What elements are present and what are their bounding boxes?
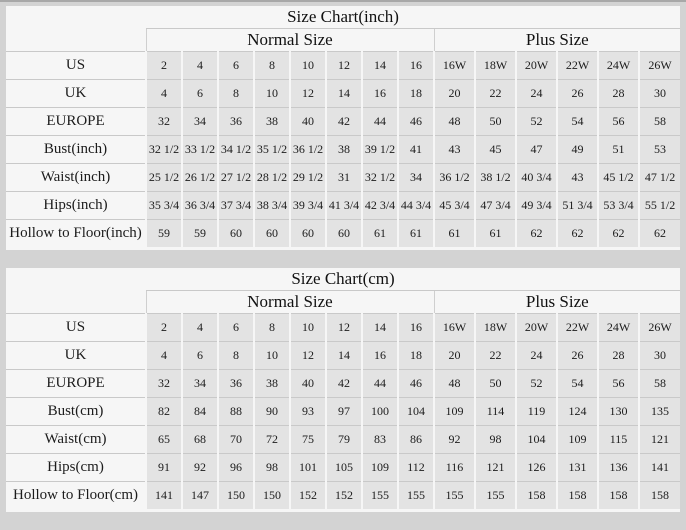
size-cell: 40	[290, 108, 326, 136]
size-cell: 150	[254, 482, 290, 511]
size-cell: 33 1/2	[182, 136, 218, 164]
size-cell: 8	[218, 80, 254, 108]
size-cell: 56	[598, 370, 639, 398]
size-cell: 104	[398, 398, 434, 426]
size-cell: 45	[475, 136, 516, 164]
size-cell: 114	[475, 398, 516, 426]
size-cell: 152	[290, 482, 326, 511]
size-cell: 22W	[557, 52, 598, 80]
size-cell: 59	[182, 220, 218, 249]
table-title: Size Chart(inch)	[287, 7, 399, 26]
size-cell: 40 3/4	[516, 164, 557, 192]
size-cell: 8	[254, 52, 290, 80]
size-cell: 155	[434, 482, 475, 511]
size-cell: 12	[290, 342, 326, 370]
size-cell: 53 3/4	[598, 192, 639, 220]
size-cell: 92	[182, 454, 218, 482]
size-cell: 72	[254, 426, 290, 454]
size-cell: 92	[434, 426, 475, 454]
size-cell: 98	[475, 426, 516, 454]
size-cell: 44	[362, 108, 398, 136]
size-cell: 126	[516, 454, 557, 482]
size-cell: 47 1/2	[639, 164, 680, 192]
size-cell: 18W	[475, 314, 516, 342]
size-cell: 18	[398, 80, 434, 108]
size-cell: 62	[639, 220, 680, 249]
size-cell: 45 1/2	[598, 164, 639, 192]
size-cell: 53	[639, 136, 680, 164]
size-cell: 24W	[598, 52, 639, 80]
size-cell: 14	[326, 80, 362, 108]
group-header-1: Plus Size	[434, 291, 680, 314]
size-cell: 32 1/2	[362, 164, 398, 192]
size-cell: 45 3/4	[434, 192, 475, 220]
size-cell: 32	[146, 370, 182, 398]
size-cell: 10	[290, 52, 326, 80]
size-cell: 29 1/2	[290, 164, 326, 192]
size-cell: 36 1/2	[290, 136, 326, 164]
size-cell: 12	[326, 314, 362, 342]
size-cell: 4	[182, 314, 218, 342]
size-cell: 30	[639, 342, 680, 370]
size-cell: 38	[254, 108, 290, 136]
size-cell: 46	[398, 108, 434, 136]
row-label: Bust(inch)	[6, 136, 146, 164]
size-cell: 24	[516, 80, 557, 108]
size-cell: 112	[398, 454, 434, 482]
size-cell: 44	[362, 370, 398, 398]
size-cell: 58	[639, 108, 680, 136]
size-cell: 38 1/2	[475, 164, 516, 192]
corner-cell	[6, 291, 146, 314]
size-cell: 37 3/4	[218, 192, 254, 220]
size-cell: 54	[557, 370, 598, 398]
size-cell: 54	[557, 108, 598, 136]
size-cell: 136	[598, 454, 639, 482]
size-cell: 42 3/4	[362, 192, 398, 220]
size-cell: 36	[218, 370, 254, 398]
size-cell: 98	[254, 454, 290, 482]
size-cell: 41 3/4	[326, 192, 362, 220]
size-cell: 48	[434, 370, 475, 398]
size-cell: 26W	[639, 314, 680, 342]
size-cell: 150	[218, 482, 254, 511]
size-cell: 48	[434, 108, 475, 136]
size-cell: 141	[146, 482, 182, 511]
size-cell: 60	[218, 220, 254, 249]
row-label: UK	[6, 80, 146, 108]
row-label: Waist(inch)	[6, 164, 146, 192]
table-row	[6, 342, 680, 370]
size-cell: 4	[182, 52, 218, 80]
size-cell: 47 3/4	[475, 192, 516, 220]
size-cell: 39 3/4	[290, 192, 326, 220]
size-cell: 47	[516, 136, 557, 164]
size-cell: 38 3/4	[254, 192, 290, 220]
size-cell: 158	[516, 482, 557, 511]
table-row	[6, 192, 680, 220]
size-cell: 35 3/4	[146, 192, 182, 220]
size-cell: 46	[398, 370, 434, 398]
size-cell: 8	[218, 342, 254, 370]
size-cell: 60	[254, 220, 290, 249]
size-cell: 16W	[434, 52, 475, 80]
size-cell: 16	[362, 342, 398, 370]
row-label: Hollow to Floor(inch)	[6, 220, 146, 249]
size-cell: 32 1/2	[146, 136, 182, 164]
size-cell: 20W	[516, 314, 557, 342]
corner-cell	[6, 29, 146, 52]
size-cell: 130	[598, 398, 639, 426]
table-row	[6, 136, 680, 164]
size-cell: 32	[146, 108, 182, 136]
size-cell: 124	[557, 398, 598, 426]
table-row	[6, 482, 680, 511]
size-cell: 43	[434, 136, 475, 164]
size-chart-cm-table	[6, 268, 680, 512]
size-cell: 61	[398, 220, 434, 249]
size-cell: 34 1/2	[218, 136, 254, 164]
table-row	[6, 426, 680, 454]
size-cell: 105	[326, 454, 362, 482]
group-header-0: Normal Size	[146, 29, 434, 52]
size-cell: 61	[475, 220, 516, 249]
size-cell: 65	[146, 426, 182, 454]
row-label: Hollow to Floor(cm)	[6, 482, 146, 511]
size-cell: 88	[218, 398, 254, 426]
size-cell: 34	[398, 164, 434, 192]
size-cell: 83	[362, 426, 398, 454]
size-cell: 51 3/4	[557, 192, 598, 220]
table-title: Size Chart(cm)	[291, 269, 395, 288]
size-cell: 8	[254, 314, 290, 342]
size-cell: 6	[182, 342, 218, 370]
size-cell: 131	[557, 454, 598, 482]
size-cell: 38	[254, 370, 290, 398]
size-cell: 55 1/2	[639, 192, 680, 220]
table-row	[6, 52, 680, 80]
size-cell: 26W	[639, 52, 680, 80]
size-cell: 60	[290, 220, 326, 249]
size-cell: 58	[639, 370, 680, 398]
size-cell: 121	[639, 426, 680, 454]
size-cell: 10	[254, 342, 290, 370]
row-label: Hips(inch)	[6, 192, 146, 220]
size-cell: 28 1/2	[254, 164, 290, 192]
size-cell: 24	[516, 342, 557, 370]
size-cell: 2	[146, 314, 182, 342]
size-cell: 34	[182, 370, 218, 398]
size-cell: 6	[218, 52, 254, 80]
size-cell: 93	[290, 398, 326, 426]
size-cell: 20W	[516, 52, 557, 80]
size-cell: 34	[182, 108, 218, 136]
size-cell: 115	[598, 426, 639, 454]
size-cell: 109	[362, 454, 398, 482]
size-cell: 101	[290, 454, 326, 482]
size-cell: 90	[254, 398, 290, 426]
table-row	[6, 454, 680, 482]
group-header-0: Normal Size	[146, 291, 434, 314]
size-cell: 100	[362, 398, 398, 426]
table-separator	[6, 250, 680, 268]
size-cell: 39 1/2	[362, 136, 398, 164]
size-cell: 16	[362, 80, 398, 108]
size-cell: 28	[598, 342, 639, 370]
table-row	[6, 80, 680, 108]
size-cell: 59	[146, 220, 182, 249]
size-cell: 36 3/4	[182, 192, 218, 220]
size-cell: 14	[362, 314, 398, 342]
table-row	[6, 164, 680, 192]
table-row	[6, 398, 680, 426]
size-cell: 70	[218, 426, 254, 454]
size-cell: 26	[557, 342, 598, 370]
size-cell: 158	[598, 482, 639, 511]
row-label: Hips(cm)	[6, 454, 146, 482]
size-chart-inch-table	[6, 6, 680, 250]
row-label: EUROPE	[6, 370, 146, 398]
size-cell: 6	[182, 80, 218, 108]
size-cell: 2	[146, 52, 182, 80]
size-cell: 24W	[598, 314, 639, 342]
size-cell: 36	[218, 108, 254, 136]
size-cell: 44 3/4	[398, 192, 434, 220]
size-cell: 12	[290, 80, 326, 108]
size-cell: 27 1/2	[218, 164, 254, 192]
size-cell: 116	[434, 454, 475, 482]
size-cell: 97	[326, 398, 362, 426]
size-cell: 56	[598, 108, 639, 136]
size-cell: 25 1/2	[146, 164, 182, 192]
size-cell: 31	[326, 164, 362, 192]
size-cell: 20	[434, 80, 475, 108]
size-cell: 4	[146, 80, 182, 108]
size-cell: 109	[557, 426, 598, 454]
size-cell: 50	[475, 108, 516, 136]
size-cell: 135	[639, 398, 680, 426]
size-cell: 121	[475, 454, 516, 482]
row-label: Waist(cm)	[6, 426, 146, 454]
size-cell: 155	[362, 482, 398, 511]
size-cell: 86	[398, 426, 434, 454]
size-cell: 26	[557, 80, 598, 108]
size-cell: 152	[326, 482, 362, 511]
size-cell: 35 1/2	[254, 136, 290, 164]
size-cell: 38	[326, 136, 362, 164]
size-cell: 14	[362, 52, 398, 80]
size-cell: 6	[218, 314, 254, 342]
size-cell: 109	[434, 398, 475, 426]
size-cell: 10	[290, 314, 326, 342]
size-cell: 147	[182, 482, 218, 511]
size-cell: 43	[557, 164, 598, 192]
size-cell: 14	[326, 342, 362, 370]
size-cell: 12	[326, 52, 362, 80]
row-label: US	[6, 314, 146, 342]
size-cell: 42	[326, 370, 362, 398]
size-cell: 141	[639, 454, 680, 482]
size-cell: 158	[639, 482, 680, 511]
size-cell: 91	[146, 454, 182, 482]
size-cell: 36 1/2	[434, 164, 475, 192]
size-cell: 61	[362, 220, 398, 249]
size-cell: 155	[398, 482, 434, 511]
table-row	[6, 314, 680, 342]
size-cell: 68	[182, 426, 218, 454]
size-cell: 20	[434, 342, 475, 370]
size-cell: 50	[475, 370, 516, 398]
size-chart-page	[0, 2, 686, 512]
size-cell: 26 1/2	[182, 164, 218, 192]
group-header-1: Plus Size	[434, 29, 680, 52]
size-cell: 16	[398, 52, 434, 80]
size-cell: 18W	[475, 52, 516, 80]
row-label: EUROPE	[6, 108, 146, 136]
size-cell: 18	[398, 342, 434, 370]
size-cell: 96	[218, 454, 254, 482]
size-cell: 79	[326, 426, 362, 454]
size-cell: 104	[516, 426, 557, 454]
size-cell: 62	[516, 220, 557, 249]
size-cell: 22	[475, 80, 516, 108]
size-cell: 51	[598, 136, 639, 164]
row-label: UK	[6, 342, 146, 370]
size-cell: 42	[326, 108, 362, 136]
table-row	[6, 370, 680, 398]
size-cell: 16	[398, 314, 434, 342]
size-cell: 61	[434, 220, 475, 249]
size-cell: 60	[326, 220, 362, 249]
size-cell: 49 3/4	[516, 192, 557, 220]
size-cell: 30	[639, 80, 680, 108]
size-cell: 119	[516, 398, 557, 426]
size-cell: 40	[290, 370, 326, 398]
size-cell: 75	[290, 426, 326, 454]
size-cell: 84	[182, 398, 218, 426]
size-cell: 52	[516, 370, 557, 398]
row-label: Bust(cm)	[6, 398, 146, 426]
size-cell: 10	[254, 80, 290, 108]
size-cell: 158	[557, 482, 598, 511]
table-row	[6, 220, 680, 249]
row-label: US	[6, 52, 146, 80]
size-cell: 28	[598, 80, 639, 108]
size-cell: 16W	[434, 314, 475, 342]
size-cell: 155	[475, 482, 516, 511]
size-cell: 22W	[557, 314, 598, 342]
table-row	[6, 108, 680, 136]
size-cell: 41	[398, 136, 434, 164]
size-cell: 22	[475, 342, 516, 370]
size-cell: 4	[146, 342, 182, 370]
size-cell: 62	[557, 220, 598, 249]
size-cell: 52	[516, 108, 557, 136]
size-cell: 82	[146, 398, 182, 426]
size-cell: 62	[598, 220, 639, 249]
size-cell: 49	[557, 136, 598, 164]
